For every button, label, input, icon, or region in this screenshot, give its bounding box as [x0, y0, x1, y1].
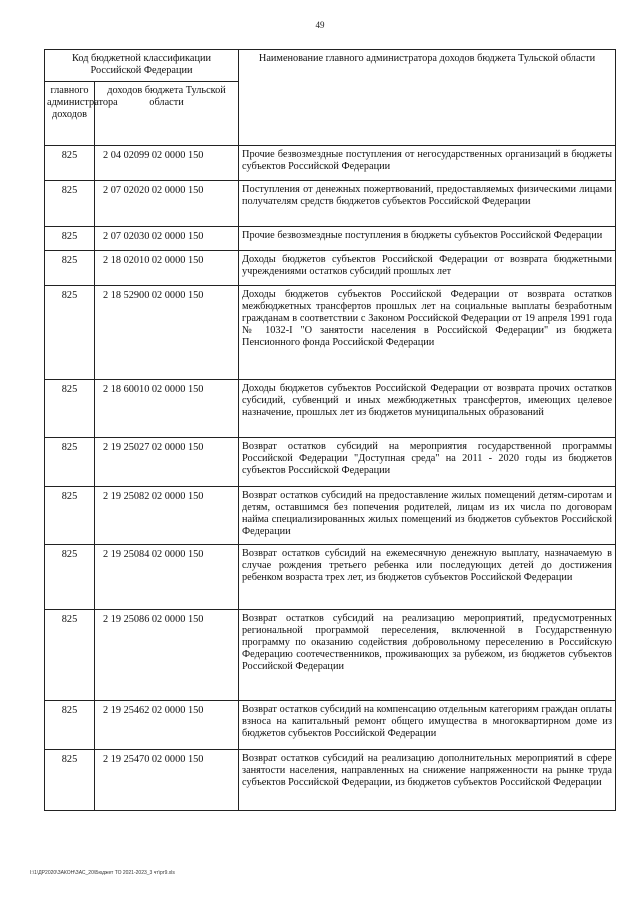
header-code-group: Код бюджетной классификации Российской Федерации: [45, 50, 239, 82]
income-name-cell: Доходы бюджетов субъектов Российской Федерации от возврата остатков межбюджетных трансфертов прошлых лет на социальные выплаты безработным гражданам в соответствии с Законом Российской Федерации от 19 апреля 1991 года № 1032-I "О занятости населения в Российской Федерации" из бюджета Пенсионного фонда Российской Федерации: [239, 286, 616, 380]
admin-code-cell: 825: [45, 701, 95, 750]
income-code-cell: 2 19 25027 02 0000 150: [95, 438, 239, 487]
budget-classification-table: [44, 49, 616, 811]
income-code-cell: 2 07 02020 02 0000 150: [95, 181, 239, 227]
table-body: [45, 146, 616, 811]
admin-code-cell: 825: [45, 487, 95, 545]
admin-code-cell: 825: [45, 286, 95, 380]
table-row: [45, 286, 616, 380]
admin-code-cell: 825: [45, 227, 95, 251]
income-name-cell: Возврат остатков субсидий на ежемесячную денежную выплату, назначаемую в случае рождения третьего ребенка или последующих детей до достижения ребенком возраста трех лет, из бюджетов субъектов Российской Федерации: [239, 545, 616, 610]
income-code-cell: 2 19 25462 02 0000 150: [95, 701, 239, 750]
income-code-cell: 2 04 02099 02 0000 150: [95, 146, 239, 181]
income-code-cell: 2 19 25470 02 0000 150: [95, 750, 239, 811]
header-administrator-name: Наименование главного администратора доходов бюджета Тульской области: [239, 50, 616, 146]
admin-code-cell: 825: [45, 251, 95, 286]
income-code-cell: 2 18 02010 02 0000 150: [95, 251, 239, 286]
admin-code-cell: 825: [45, 181, 95, 227]
table-row: [45, 181, 616, 227]
table-row: [45, 380, 616, 438]
admin-code-cell: 825: [45, 610, 95, 701]
income-code-cell: 2 19 25082 02 0000 150: [95, 487, 239, 545]
income-name-cell: Поступления от денежных пожертвований, предоставляемых физическими лицами получателям средств бюджетов субъектов Российской Федерации: [239, 181, 616, 227]
header-income-code: доходов бюджета Тульской области: [95, 82, 239, 146]
income-code-cell: 2 19 25084 02 0000 150: [95, 545, 239, 610]
admin-code-cell: 825: [45, 380, 95, 438]
admin-code-cell: 825: [45, 545, 95, 610]
table-row: [45, 146, 616, 181]
income-name-cell: Возврат остатков субсидий на реализацию мероприятий, предусмотренных региональной программой переселения, включенной в Государственную программу по оказанию содействия добровольному переселению в Российскую Федерацию соотечественников, проживающих за рубежом, из бюджетов субъектов Российской Федерации: [239, 610, 616, 701]
income-name-cell: Прочие безвозмездные поступления в бюджеты субъектов Российской Федерации: [239, 227, 616, 251]
income-code-cell: 2 18 52900 02 0000 150: [95, 286, 239, 380]
header-admin-code: главного администратора доходов: [45, 82, 95, 146]
income-name-cell: Возврат остатков субсидий на предоставление жилых помещений детям-сиротам и детям, оставшимся без попечения родителей, лицам из их числа по договорам найма специализированных жилых помещений из бюджетов субъектов Российской Федерации: [239, 487, 616, 545]
table-row: [45, 750, 616, 811]
income-code-cell: 2 18 60010 02 0000 150: [95, 380, 239, 438]
income-name-cell: Возврат остатков субсидий на реализацию дополнительных мероприятий в сфере занятости населения, направленных на снижение напряженности на рынке труда субъектов Российской Федерации, из бюджетов субъектов Российской Федерации: [239, 750, 616, 811]
income-code-cell: 2 07 02030 02 0000 150: [95, 227, 239, 251]
table-row: [45, 251, 616, 286]
table-row: [45, 487, 616, 545]
table-row: [45, 610, 616, 701]
table-row: [45, 701, 616, 750]
table-row: [45, 438, 616, 487]
file-path-footer: I:\1\ДР2020\ЗАКОН\ЗАС_20\Бюджет ТО 2021-2023_3 чт\рг9.xls: [30, 870, 175, 876]
income-name-cell: Доходы бюджетов субъектов Российской Федерации от возврата прочих остатков субсидий, субвенций и иных межбюджетных трансфертов, имеющих целевое назначение, прошлых лет из бюджетов муниципальных образований: [239, 380, 616, 438]
table-row: [45, 545, 616, 610]
income-name-cell: Прочие безвозмездные поступления от негосударственных организаций в бюджеты субъектов Российской Федерации: [239, 146, 616, 181]
income-name-cell: Возврат остатков субсидий на мероприятия государственной программы Российской Федерации "Доступная среда" на 2011 - 2020 годы из бюджетов субъектов Российской Федерации: [239, 438, 616, 487]
table-row: [45, 227, 616, 251]
admin-code-cell: 825: [45, 438, 95, 487]
admin-code-cell: 825: [45, 750, 95, 811]
page-number: 49: [315, 20, 325, 30]
table-header-row: [45, 50, 616, 82]
admin-code-cell: 825: [45, 146, 95, 181]
income-name-cell: Возврат остатков субсидий на компенсацию отдельным категориям граждан оплаты взноса на капитальный ремонт общего имущества в многоквартирном доме из бюджетов субъектов Российской Федерации: [239, 701, 616, 750]
income-name-cell: Доходы бюджетов субъектов Российской Федерации от возврата бюджетными учреждениями остатков субсидий прошлых лет: [239, 251, 616, 286]
income-code-cell: 2 19 25086 02 0000 150: [95, 610, 239, 701]
